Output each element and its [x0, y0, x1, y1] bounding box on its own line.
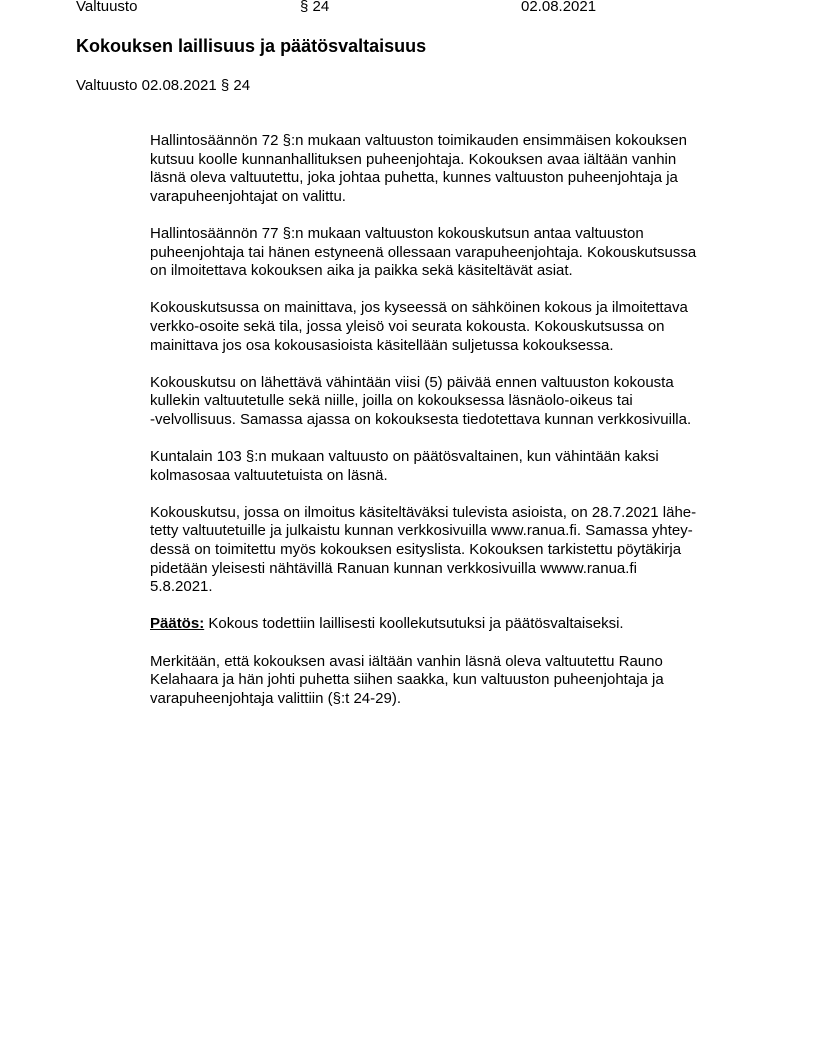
paragraph-opening-meeting: Hallintosäännön 72 §:n mukaan valtuuston toimikauden ensimmäisen kokouksen kutsuu koolle kunnanhallituksen puheenjohtaja. Kokouksen avaa iältään vanhin läsnä oleva valtuutettu, joka johtaa puhetta, kunnes valtuuston puheenjohtaja ja varapuheenjohtajat on valittu. [150, 132, 687, 205]
paragraph-meeting-invitation: Hallintosäännön 77 §:n mukaan valtuuston kokouskutsun antaa valtuuston puheenjohtaja tai hänen estyneenä ollessaan varapuheenjohtaja. Kokouskutsussa on ilmoitettava kokouksen aika ja paikka sekä käsiteltävät asiat. [150, 224, 697, 280]
paragraph-electronic-meeting: Kokouskutsussa on mainittava, jos kyseessä on sähköinen kokous ja ilmoitettava verkko-osoite sekä tila, jossa yleisö voi seurata kokousta. Kokouskutsussa on mainittava jos osa kokousasioista käsitellään suljetussa kokouksessa. [150, 299, 688, 354]
meeting-reference: Valtuusto 02.08.2021 § 24 [76, 77, 251, 94]
header-body-name: Valtuusto [76, 0, 138, 15]
paragraph-invitation-deadline: Kokouskutsu on lähettävä vähintään viisi (5) päivää ennen valtuuston kokousta kullekin valtuutetulle sekä niille, joilla on kokouksessa läsnäolo-oikeus tai -velvollisuus. Samassa ajassa on kokouksesta tiedotettava kunnan verkkosivuilla. [150, 373, 692, 428]
header-date: 02.08.2021 [521, 0, 597, 15]
paragraph-invitation-sent: Kokouskutsu, jossa on ilmoitus käsiteltäväksi tulevista asioista, on 28.7.2021 lähe- tetty valtuutetuille ja julkaistu kunnan verkkosivuilla www.ranua.fi. Samassa yhtey- dessä on toimitettu myös kokouksen esityslista. Kokouksen tarkistettu pöytäkirja pidetään yleisesti nähtävillä Ranuan kunnan verkkosivuilla wwww.ranua.fi 5.8.2021. [150, 503, 697, 596]
page-header [0, 0, 816, 18]
document-title: Kokouksen laillisuus ja päätösvaltaisuus [76, 36, 427, 56]
document-body [150, 132, 740, 727]
decision-paragraph [150, 615, 740, 634]
decision-text: Kokous todettiin laillisesti koollekutsutuksi ja päätösvaltaiseksi. [204, 615, 624, 633]
decision-label: Päätös: [150, 615, 205, 633]
paragraph-quorum: Kuntalain 103 §:n mukaan valtuusto on päätösvaltainen, kun vähintään kaksi kolmasosaa valtuutetuista on läsnä. [150, 448, 659, 484]
header-section-number: § 24 [300, 0, 330, 15]
paragraph-note: Merkitään, että kokouksen avasi iältään vanhin läsnä oleva valtuutettu Rauno Kelahaara ja hän johti puhetta siihen saakka, kun valtuuston puheenjohtaja ja varapuheenjohtaja valittiin (§:t 24-29). [150, 652, 664, 707]
